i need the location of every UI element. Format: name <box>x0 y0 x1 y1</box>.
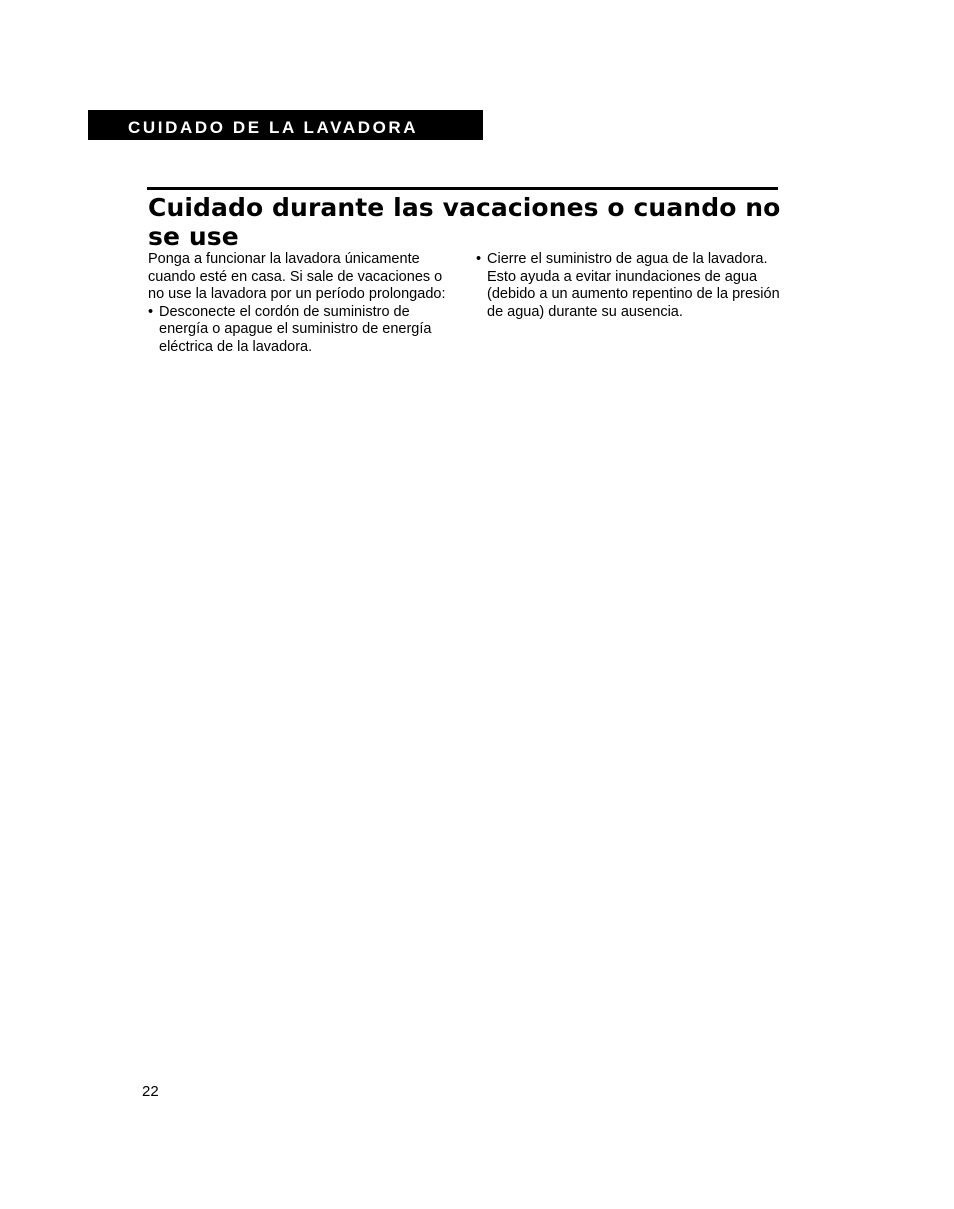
intro-paragraph: Ponga a funcionar la lavadora únicamente cuando esté en casa. Si sale de vacaciones o no use la lavadora por un período prolongado: <box>148 251 446 303</box>
list-item-text: Desconecte el cordón de suministro de energía o apague el suministro de energía eléctrica de la lavadora. <box>159 303 432 355</box>
section-header-banner <box>88 110 483 140</box>
list-item-text: Cierre el suministro de agua de la lavadora. Esto ayuda a evitar inundaciones de agua (debido a un aumento repentino de la presión de agua) durante su ausencia. <box>487 251 780 320</box>
page-title: Cuidado durante las vacaciones o cuando no se use <box>148 193 781 251</box>
bullet-icon: • <box>476 251 482 267</box>
title-divider <box>147 187 778 190</box>
left-column <box>148 251 458 357</box>
list-item <box>148 304 458 357</box>
list-item <box>476 251 786 321</box>
section-header-label: CUIDADO DE LA LAVADORA <box>128 117 419 137</box>
page-number: 22 <box>142 1083 159 1100</box>
bullet-icon: • <box>148 303 154 320</box>
right-column <box>476 251 786 321</box>
